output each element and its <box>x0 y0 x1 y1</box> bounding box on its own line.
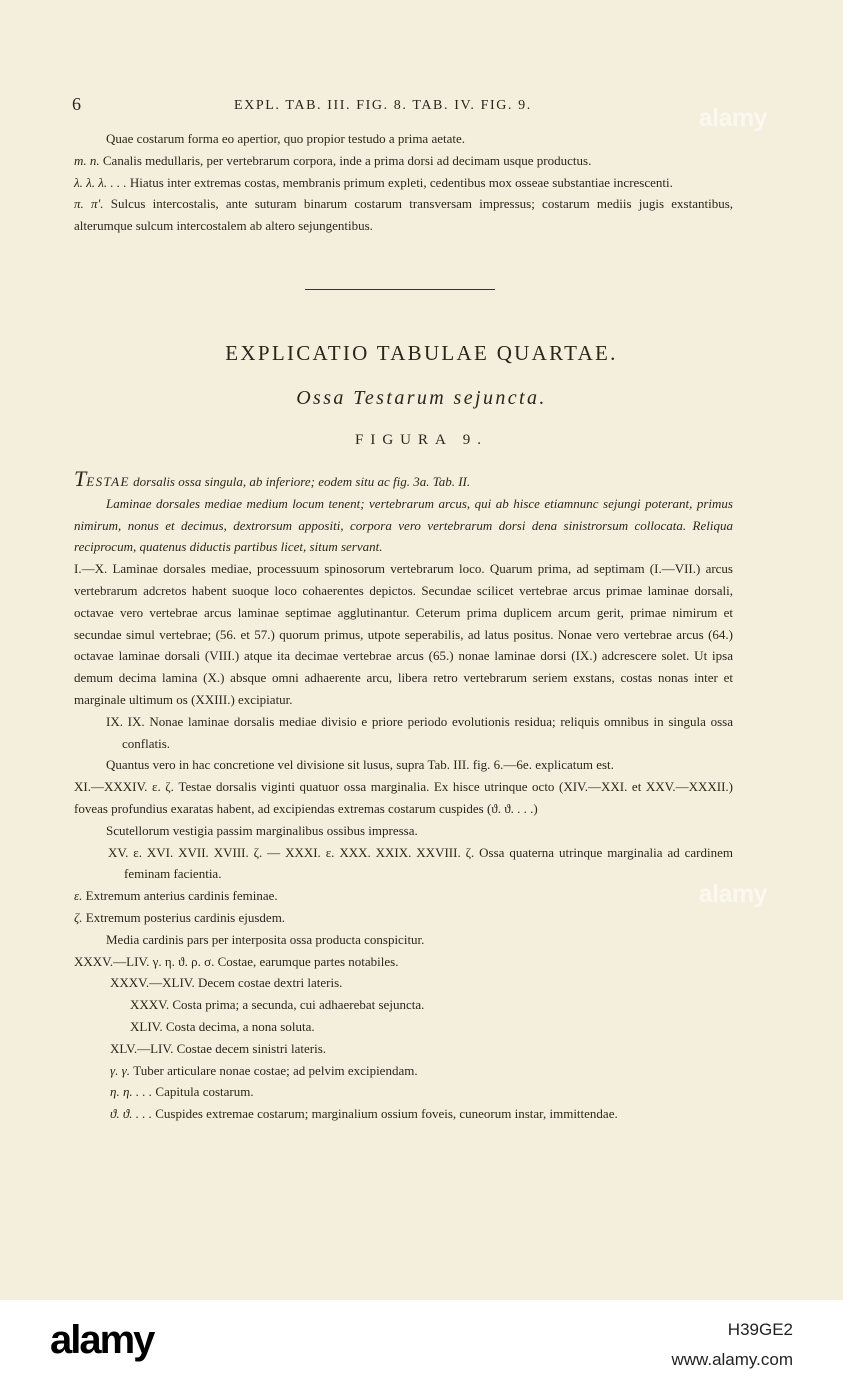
entry-text: Tuber articulare nonae costae; ad pelvim excipiendam. <box>133 1062 418 1078</box>
entry <box>74 754 733 776</box>
entry-text: Quantus vero in hac concretione vel divisione sit lusus, supra Tab. III. fig. 6.—6e. explicatum est. <box>106 757 614 773</box>
intro-block <box>74 128 733 237</box>
entry <box>74 1016 733 1038</box>
entry-text: Media cardinis pars per interposita ossa producta conspicitur. <box>106 931 425 947</box>
lead-text: dorsalis ossa singula, ab inferiore; eodem situ ac fig. 3a. Tab. II. <box>133 474 471 489</box>
entry-text: Capitula costarum. <box>155 1084 254 1100</box>
entry-marker: XXXV.—LIV. γ. η. ϑ. ρ. σ. <box>74 953 215 969</box>
lead-paragraph <box>74 468 733 493</box>
entry <box>74 1060 733 1082</box>
entry <box>74 1081 733 1103</box>
entry <box>74 907 733 929</box>
entry <box>74 842 733 886</box>
figure-label: FIGURA 9. <box>354 432 488 448</box>
entry-text: Costae decem sinistri lateris. <box>176 1040 327 1056</box>
lead-italic-paragraph: Laminae dorsales mediae medium locum tenent; vertebrarum arcus, qui ab hisce etiamnunc sejungi poterant, primus nimirum, nonus et decimus, dextrorsum appositi, corpora vero vertebrarum dorsi dena sinistrorsum collocata. Reliqua reciprocum, quatenus diductis partibus licet, situm servant. <box>74 495 733 555</box>
entry-marker: ζ. <box>74 909 83 925</box>
entry-marker: γ. γ. <box>110 1062 130 1078</box>
figure-description <box>74 468 733 1125</box>
entry-text: Nonae laminae dorsalis mediae divisio e priore periodo evolutionis residua; reliquis omnibus in singula ossa conflatis. <box>122 713 734 751</box>
section-subtitle: Ossa Testarum sejuncta. <box>296 387 547 409</box>
entry-text: Costa prima; a secunda, cui adhaerebat sejuncta. <box>172 997 425 1013</box>
entry-marker: IX. IX. <box>106 713 145 729</box>
entry <box>74 558 733 711</box>
entry <box>74 1038 733 1060</box>
running-title: EXPL. TAB. III. FIG. 8. TAB. IV. FIG. 9. <box>234 98 532 113</box>
entry <box>74 1103 733 1125</box>
entry-marker: ϑ. ϑ. . . . <box>110 1106 153 1122</box>
watermark: alamy <box>698 880 767 908</box>
entry-marker: XI.—XXXIV. ε. ζ. <box>74 779 174 795</box>
intro-paragraph <box>74 193 733 237</box>
image-id: H39GE2 <box>727 1320 793 1339</box>
stock-footer <box>0 1300 843 1390</box>
alamy-logo: alamy <box>50 1318 154 1362</box>
intro-marker: m. n. <box>74 152 100 168</box>
entry-text: Scutellorum vestigia passim marginalibus ossibus impressa. <box>106 822 418 838</box>
drop-initial: T <box>74 466 87 491</box>
entry-text: Costae, earumque partes notabiles. <box>217 953 399 969</box>
entry-marker: I.—X. <box>74 561 108 577</box>
entry <box>74 776 733 820</box>
intro-marker: π. π'. <box>74 196 104 212</box>
entry-text: Extremum anterius cardinis feminae. <box>85 888 278 904</box>
entry-text: Testae dorsalis viginti quatuor ossa marginalia. Ex hisce utrinque octo (XIV.—XXI. et XXV.—XXXII.) foveas profundius exaratas habent, ad excipiendas extremas costarum cuspides (ϑ. ϑ. . . .) <box>74 779 733 816</box>
watermark: alamy <box>698 104 767 132</box>
intro-paragraph <box>74 128 733 150</box>
entry-marker: XLV.—LIV. <box>110 1040 174 1056</box>
entry-text: Cuspides extremae costarum; marginalium ossium foveis, cuneorum instar, immittendae. <box>155 1106 618 1122</box>
site-url: www.alamy.com <box>671 1350 793 1369</box>
entry-text: Ossa quaterna utrinque marginalia ad cardinem feminam facientia. <box>124 844 733 882</box>
lead-caps: ESTAE <box>86 474 130 489</box>
intro-paragraph <box>74 150 733 172</box>
entry-text: Decem costae dextri lateris. <box>198 975 343 991</box>
entry-marker: ε. <box>74 888 83 904</box>
page-number: 6 <box>72 94 83 114</box>
entry-marker: XV. ε. XVI. XVII. XVIII. ζ. — XXXI. ε. XXX. XXIX. XXVIII. ζ. <box>108 844 475 860</box>
entry-marker: XLIV. <box>130 1018 163 1034</box>
entry-text: Extremum posterius cardinis ejusdem. <box>85 909 286 925</box>
entry-marker: XXXV.—XLIV. <box>110 975 195 991</box>
entry <box>74 951 733 973</box>
entry-text: Laminae dorsales mediae, processuum spinosorum vertebrarum loco. Quarum prima, ad septimam (I.—VII.) arcus vertebrarum adcretos habent suoque loco cohaerentes depictos. Secundae scilicet vertebrae arcus primae laminae dorsali, octavae vero vertebrae arcus laminae septimae agglutinantur. Ceterum prima duplicem arcum gerit, primae nimirum et secundae simul vertebrae; (56. et 57.) quorum primus, utpote seperabilis, ad latus positus. Nonae vero vertebrae arcus (64.) octavae laminae dorsali (VIII.) atque ita decimae vertebrae arcus (65.) nonae laminae dorsi (IX.) adcrescere solet. Ut ipsa demum decima lamina (X.) absque omni adhaerente arcu, libera retro vertebrarum seriem exstans, costas nonas inter et marginale ultimum os (XXIII.) excipiatur. <box>74 561 733 707</box>
entry-marker: η. η. . . . <box>110 1084 153 1100</box>
intro-text: Canalis medullaris, per vertebrarum corpora, inde a prima dorsi ad decimam usque productus. <box>102 152 592 168</box>
entry <box>74 929 733 951</box>
entry <box>74 972 733 994</box>
intro-marker: λ. λ. λ. . . . <box>74 174 127 190</box>
intro-text: Quae costarum forma eo apertior, quo propior testudo a prima aetate. <box>106 131 466 146</box>
entry <box>74 994 733 1016</box>
section-divider <box>305 289 495 290</box>
intro-text: Sulcus intercostalis, ante suturam binarum costarum transversam impressus; costarum mediis jugis exstantibus, alterumque sulcum intercostalem ab altero sejungentibus. <box>74 196 734 234</box>
entry-marker: XXXV. <box>130 997 170 1013</box>
intro-text: Hiatus inter extremas costas, membranis primum expleti, cedentibus mox osseae substantiae increscenti. <box>129 174 673 190</box>
entry <box>74 820 733 842</box>
entry <box>74 711 733 755</box>
section-title: EXPLICATIO TABULAE QUARTAE. <box>225 341 618 365</box>
page-header <box>72 94 771 118</box>
intro-paragraph <box>74 172 733 194</box>
entry-text: Costa decima, a nona soluta. <box>165 1018 315 1034</box>
entry <box>74 885 733 907</box>
